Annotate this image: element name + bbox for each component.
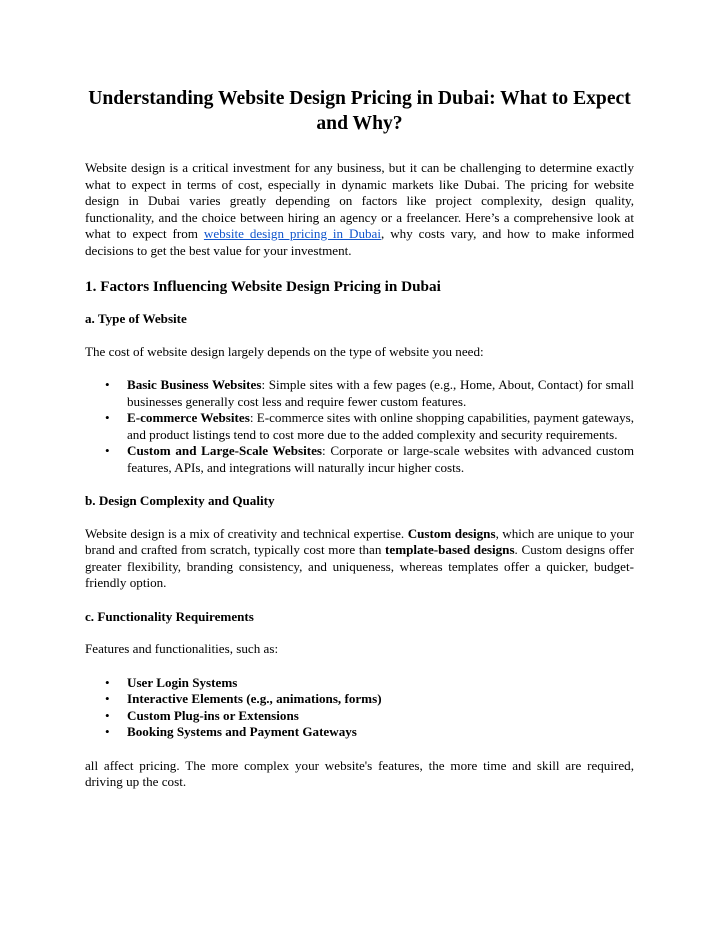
type-of-website-lead: The cost of website design largely depends on the type of website you need: [85, 343, 484, 359]
list-item-text: : Simple sites with a few pages (e.g., Home, About, Contact) for small businesses generally cost less and require fewer custom features. [127, 377, 634, 409]
website-types-list [85, 377, 634, 476]
list-item [105, 377, 634, 410]
bullet-icon: • [105, 410, 110, 425]
functionality-closing-paragraph: all affect pricing. The more complex your website's features, the more time and skill are required, driving up the cost. [85, 757, 634, 789]
paragraph-text: , which are unique to your brand and crafted from scratch, typically cost more than [85, 525, 634, 557]
list-item [105, 410, 635, 443]
design-complexity-paragraph [85, 526, 634, 592]
list-item-term: User Login Systems [127, 674, 238, 690]
subheading-design-complexity: b. Design Complexity and Quality [85, 493, 275, 508]
intro-paragraph [85, 160, 634, 259]
list-item-term: Interactive Elements (e.g., animations, forms) [127, 691, 382, 706]
list-item [105, 674, 634, 692]
bullet-icon: • [105, 377, 110, 392]
list-item [105, 707, 634, 725]
intro-text-end: , why costs vary, and how to make informed decisions to get the best value for your investment. [85, 226, 634, 258]
page-title: Understanding Website Design Pricing in Dubai: What to Expect and Why? [88, 88, 631, 134]
section-heading-factors: 1. Factors Influencing Website Design Pricing in Dubai [85, 278, 441, 295]
bullet-icon: • [105, 443, 110, 458]
website-design-pricing-link[interactable]: website design pricing in Dubai [203, 226, 382, 241]
list-item-term: E-commerce Websites [127, 410, 250, 425]
bullet-icon: • [105, 691, 110, 706]
paragraph-text: Website design is a mix of creativity and technical expertise. [85, 525, 408, 541]
subheading-functionality: c. Functionality Requirements [85, 608, 254, 624]
list-item-text: : Corporate or large-scale websites with advanced custom features, APIs, and integrations will naturally incur higher costs. [127, 443, 634, 475]
emphasis-template-designs: template-based designs [385, 542, 515, 557]
intro-text-start: Website design is a critical investment for any business, but it can be challenging to determine exactly what to expect in terms of cost, especially in dynamic markets like Dubai. The pricing for website design in Dubai varies greatly depending on factors like project complexity, design quality, functionality, and the choice between hiring an agency or a freelancer. Here’s a comprehensive look at what to expect from [85, 160, 634, 241]
document-page [85, 86, 634, 791]
list-item [105, 724, 634, 741]
bullet-icon: • [105, 674, 110, 690]
list-item-term: Basic Business Websites [127, 377, 262, 392]
subheading-type-of-website: a. Type of Website [85, 311, 187, 326]
bullet-icon: • [105, 707, 110, 723]
bullet-icon: • [105, 724, 110, 739]
paragraph-text: . Custom designs offer greater flexibility, branding consistency, and uniqueness, whereas templates offer a quicker, budget-friendly option. [85, 542, 634, 590]
list-item-term: Custom and Large-Scale Websites [127, 443, 323, 458]
list-item-term: Booking Systems and Payment Gateways [127, 724, 357, 739]
functionality-lead: Features and functionalities, such as: [85, 641, 279, 656]
functionality-list [85, 675, 634, 741]
list-item [105, 691, 634, 708]
list-item-text: : E-commerce sites with online shopping capabilities, payment gateways, and product listings tend to cost more due to the added complexity and security requirements. [127, 410, 635, 442]
emphasis-custom-designs: Custom designs [407, 525, 496, 541]
list-item-term: Custom Plug-ins or Extensions [127, 707, 299, 723]
list-item [105, 443, 634, 476]
